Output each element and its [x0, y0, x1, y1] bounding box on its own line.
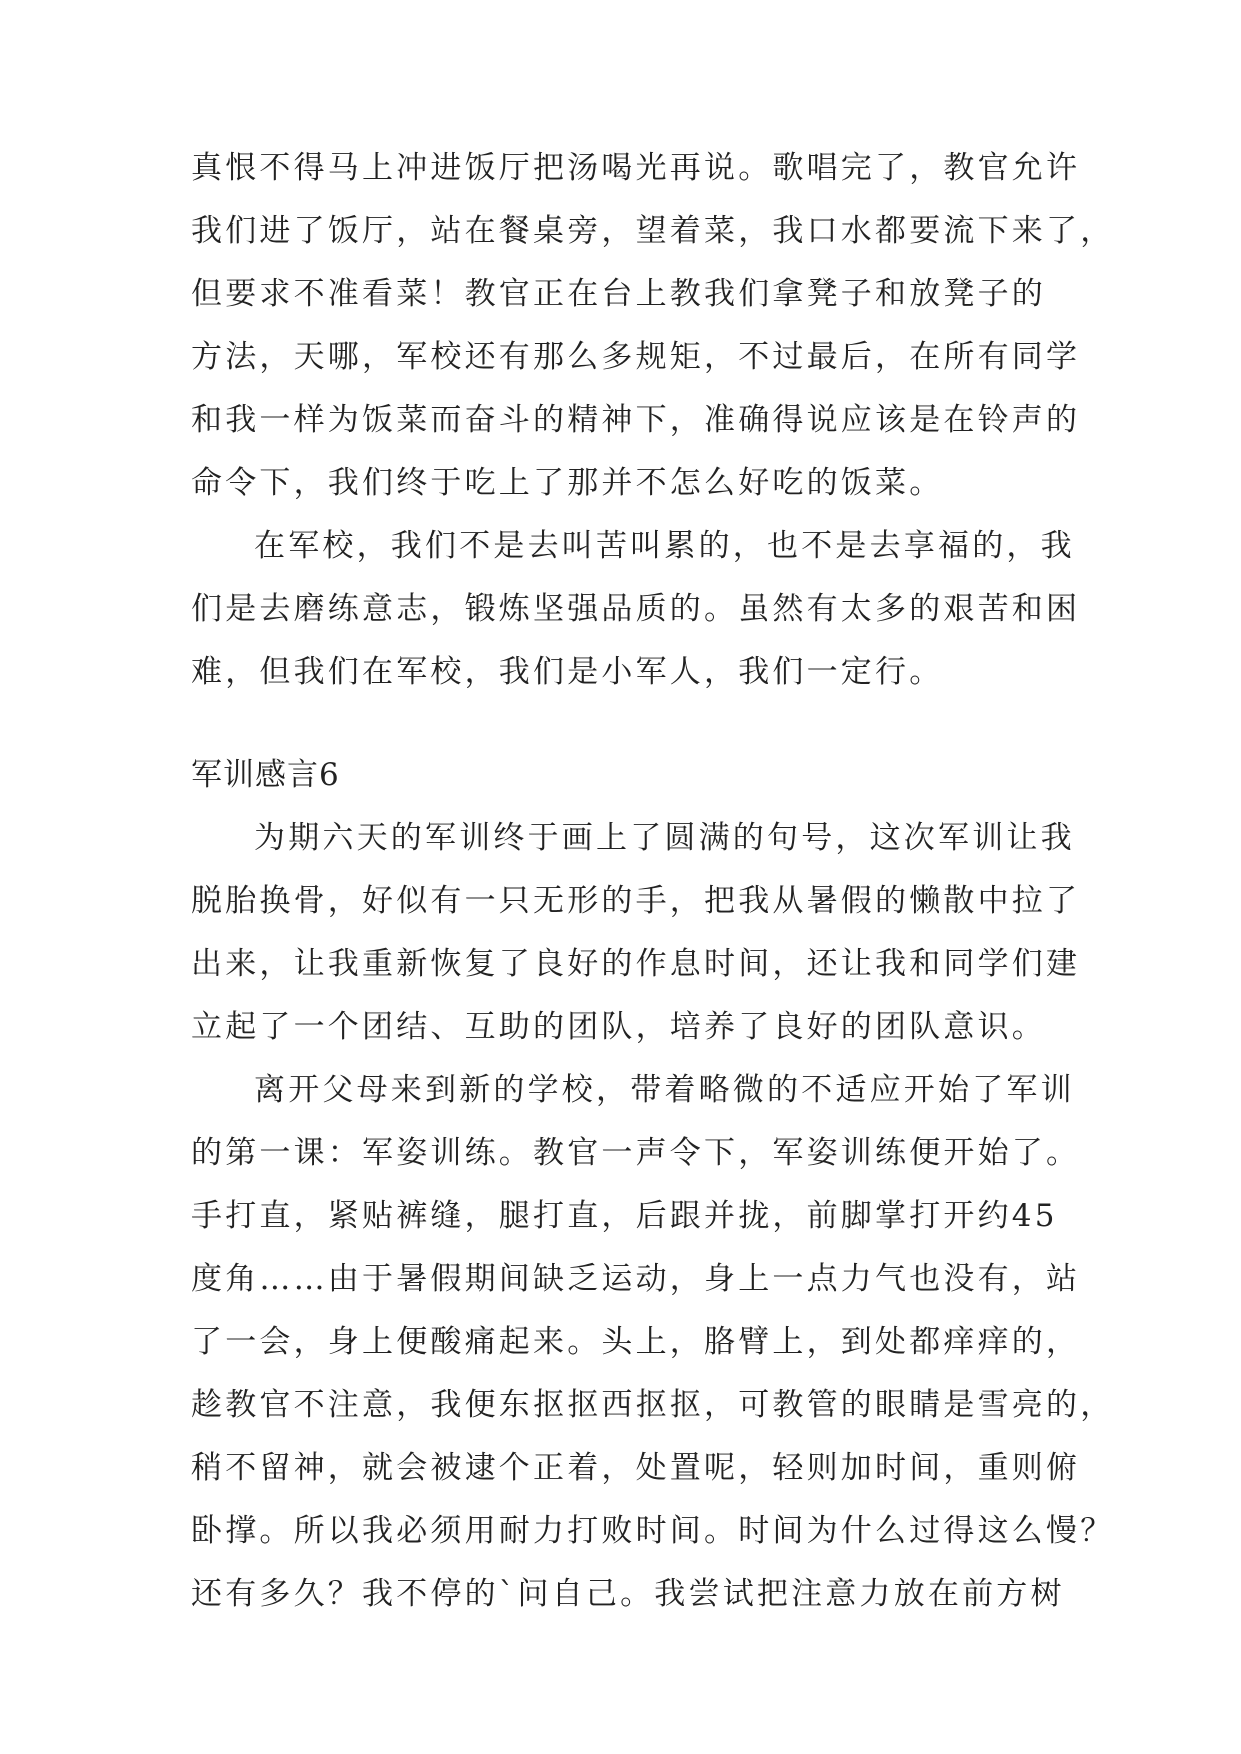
- text-line: 在军校，我们不是去叫苦叫累的，也不是去享福的，我: [254, 528, 1075, 564]
- text-line: 立起了一个团结、互助的团队，培养了良好的团队意识。: [191, 1009, 1046, 1045]
- text-line: 我们进了饭厅，站在餐桌旁，望着菜，我口水都要流下来了，: [191, 213, 1115, 249]
- text-line: 但要求不准看菜！教官正在台上教我们拿凳子和放凳子的: [191, 276, 1046, 312]
- text-line: 为期六天的军训终于画上了圆满的句号，这次军训让我: [254, 820, 1075, 856]
- text-line: 脱胎换骨，好似有一只无形的手，把我从暑假的懒散中拉了: [191, 883, 1081, 919]
- text-line: 还有多久？我不停的`问自己。我尝试把注意力放在前方树: [191, 1576, 1065, 1612]
- text-line: 离开父母来到新的学校，带着略微的不适应开始了军训: [254, 1072, 1075, 1108]
- text-line: 卧撑。所以我必须用耐力打败时间。时间为什么过得这么慢？: [191, 1513, 1115, 1549]
- text-line: 稍不留神，就会被逮个正着，处置呢，轻则加时间，重则俯: [191, 1450, 1081, 1486]
- text-line: 的第一课：军姿训练。教官一声令下，军姿训练便开始了。: [191, 1135, 1081, 1171]
- text-line: 命令下，我们终于吃上了那并不怎么好吃的饭菜。: [191, 465, 944, 501]
- text-line: 难，但我们在军校，我们是小军人，我们一定行。: [191, 654, 944, 690]
- section-heading: 军训感言6: [191, 757, 340, 793]
- text-line: 和我一样为饭菜而奋斗的精神下，准确得说应该是在铃声的: [191, 402, 1081, 438]
- text-line: 们是去磨练意志，锻炼坚强品质的。虽然有太多的艰苦和困: [191, 591, 1081, 627]
- text-line: 出来，让我重新恢复了良好的作息时间，还让我和同学们建: [191, 946, 1081, 982]
- text-line: 真恨不得马上冲进饭厅把汤喝光再说。歌唱完了，教官允许: [191, 150, 1081, 186]
- text-line: 度角……由于暑假期间缺乏运动，身上一点力气也没有，站: [191, 1261, 1081, 1297]
- text-line: 趁教官不注意，我便东抠抠西抠抠，可教管的眼睛是雪亮的，: [191, 1387, 1115, 1423]
- text-line: 手打直，紧贴裤缝，腿打直，后跟并拢，前脚掌打开约45: [191, 1198, 1058, 1234]
- text-line: 了一会，身上便酸痛起来。头上，胳臂上，到处都痒痒的，: [191, 1324, 1081, 1360]
- text-line: 方法，天哪，军校还有那么多规矩，不过最后，在所有同学: [191, 339, 1081, 375]
